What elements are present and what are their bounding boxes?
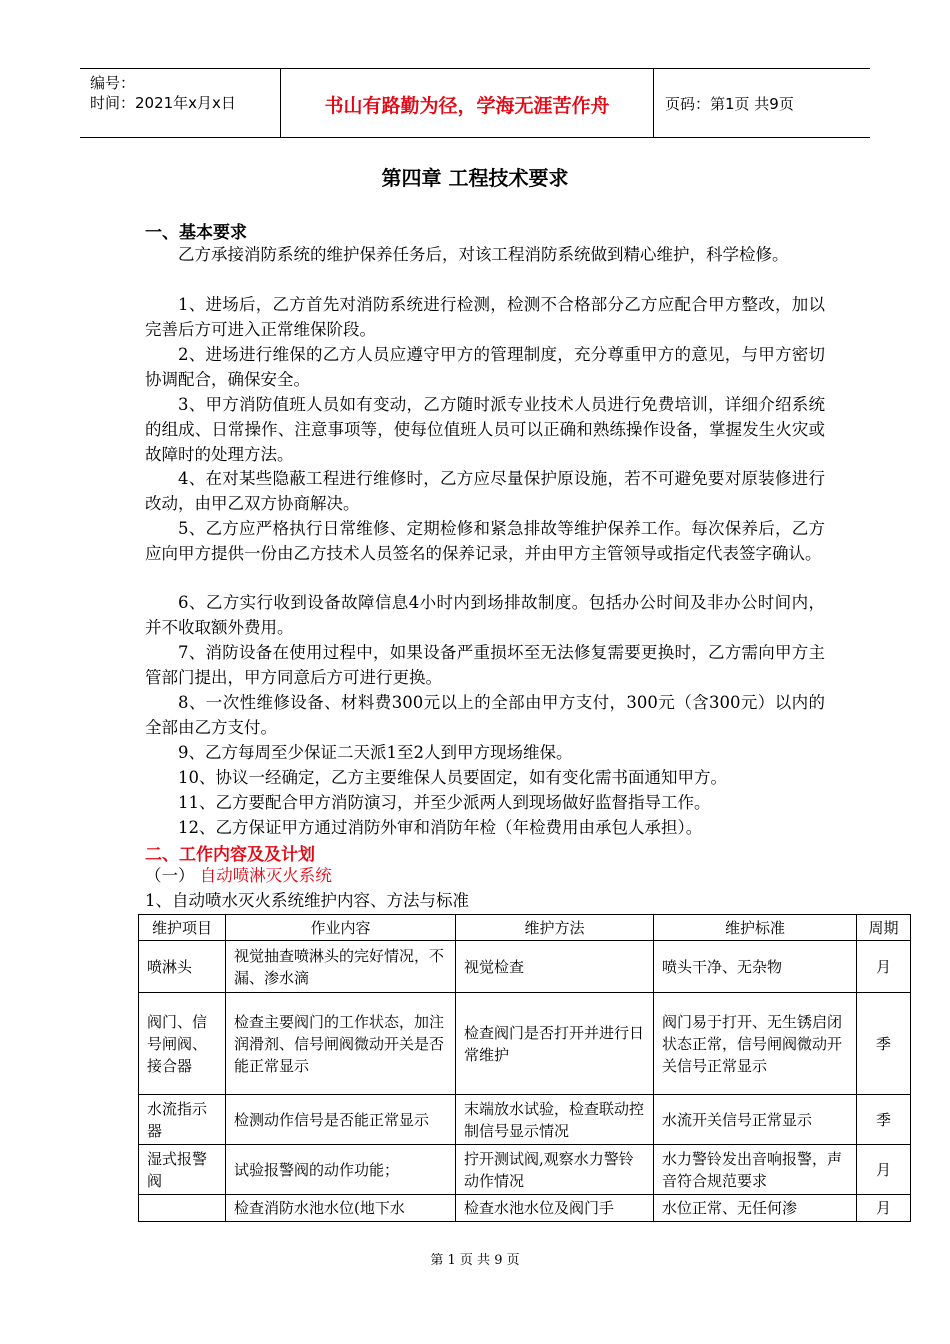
- header-meta: [90, 73, 236, 113]
- header-divider: [653, 69, 654, 137]
- section-heading-basic: 一、基本要求: [145, 223, 247, 243]
- table-header-cell: 作业内容: [226, 915, 456, 941]
- requirement-item: 11、乙方要配合甲方消防演习，并至少派两人到现场做好监督指导工作。: [178, 793, 711, 812]
- section-intro: 乙方承接消防系统的维护保养任务后，对该工程消防系统做到精心维护，科学检修。: [178, 245, 789, 264]
- table-cell: 水位正常、无任何渗: [654, 1195, 857, 1222]
- table-cell: 水流指示器: [139, 1095, 226, 1145]
- table-cell: 季: [857, 993, 911, 1095]
- table-cell: 月: [857, 941, 911, 993]
- table-cell: 检查消防水池水位(地下水: [226, 1195, 456, 1222]
- subsection-prefix: （一）: [145, 866, 195, 885]
- subsection-heading: [145, 863, 332, 888]
- table-caption: 1、自动喷水灭火系统维护内容、方法与标准: [145, 891, 469, 910]
- doc-number-label: 编号：: [90, 74, 136, 92]
- table-cell: 试验报警阀的动作功能；: [226, 1145, 456, 1195]
- table-cell: 喷头干净、无杂物: [654, 941, 857, 993]
- table-cell: 阀门、信号闸阀、接合器: [139, 993, 226, 1095]
- subsection-title: 自动喷淋灭火系统: [199, 866, 332, 885]
- table-cell: 检查阀门是否打开并进行日常维护: [456, 993, 654, 1095]
- table-cell: 视觉抽查喷淋头的完好情况，不漏、渗水滴: [226, 941, 456, 993]
- table-cell: 喷淋头: [139, 941, 226, 993]
- requirement-item: 12、乙方保证甲方通过消防外审和消防年检（年检费用由承包人承担）。: [178, 818, 703, 837]
- requirement-item: 9、乙方每周至少保证二天派1至2人到甲方现场维保。: [178, 743, 573, 762]
- table-cell: 末端放水试验，检查联动控制信号显示情况: [456, 1095, 654, 1145]
- doc-date-label: 时间：2021年x月x日: [90, 94, 236, 112]
- header-motto: 书山有路勤为径，学海无涯苦作舟: [324, 95, 610, 117]
- table-cell: 季: [857, 1095, 911, 1145]
- table-cell: 视觉检查: [456, 941, 654, 993]
- table-cell: 检查主要阀门的工作状态，加注润滑剂、信号闸阀微动开关是否能正常显示: [226, 993, 456, 1095]
- section-heading-work: 二、工作内容及及计划: [145, 845, 315, 865]
- requirement-item: 10、协议一经确定，乙方主要维保人员要固定，如有变化需书面通知甲方。: [178, 768, 727, 787]
- table-cell: 拧开测试阀,观察水力警铃动作情况: [456, 1145, 654, 1195]
- table-header-cell: 周期: [857, 915, 911, 941]
- table-header-cell: 维护方法: [456, 915, 654, 941]
- page-header: [80, 68, 870, 138]
- requirement-item: 2、进场进行维保的乙方人员应遵守甲方的管理制度，充分尊重甲方的意见，与甲方密切协调配合，确保安全。: [145, 345, 825, 389]
- header-divider: [280, 69, 281, 137]
- requirement-item: 4、在对某些隐蔽工程进行维修时，乙方应尽量保护原设施，若不可避免要对原装修进行改动，由甲乙双方协商解决。: [145, 469, 825, 513]
- table-header-row: [139, 915, 911, 941]
- header-page-label: 页码：第1页 共9页: [665, 95, 794, 113]
- table-row: [139, 1195, 911, 1222]
- requirement-item: 1、进场后，乙方首先对消防系统进行检测，检测不合格部分乙方应配合甲方整改，加以完善后方可进入正常维保阶段。: [145, 295, 825, 339]
- table-cell: 湿式报警阀: [139, 1145, 226, 1195]
- requirement-item: 5、乙方应严格执行日常维修、定期检修和紧急排故等维护保养工作。每次保养后，乙方应向甲方提供一份由乙方技术人员签名的保养记录，并由甲方主管领导或指定代表签字确认。: [145, 519, 825, 563]
- table-cell: 阀门易于打开、无生锈启闭状态正常，信号闸阀微动开关信号正常显示: [654, 993, 857, 1095]
- table-row: [139, 1095, 911, 1145]
- table-header-cell: 维护项目: [139, 915, 226, 941]
- page-footer: 第 1 页 共 9 页: [430, 1253, 520, 1268]
- table-row: [139, 1145, 911, 1195]
- table-cell: [139, 1195, 226, 1222]
- chapter-title: 第四章 工程技术要求: [381, 166, 569, 190]
- table-cell: 检测动作信号是否能正常显示: [226, 1095, 456, 1145]
- table-cell: 水力警铃发出音响报警，声音符合规范要求: [654, 1145, 857, 1195]
- table-row: [139, 993, 911, 1095]
- requirement-item: 6、乙方实行收到设备故障信息4小时内到场排故制度。包括办公时间及非办公时间内，并不收取额外费用。: [145, 593, 825, 637]
- requirement-item: 8、一次性维修设备、材料费300元以上的全部由甲方支付，300元（含300元）以内的全部由乙方支付。: [145, 693, 825, 737]
- table-cell: 水流开关信号正常显示: [654, 1095, 857, 1145]
- table-cell: 月: [857, 1145, 911, 1195]
- table-row: [139, 941, 911, 993]
- requirement-item: 7、消防设备在使用过程中，如果设备严重损坏至无法修复需要更换时，乙方需向甲方主管部门提出，甲方同意后方可进行更换。: [145, 643, 825, 687]
- table-cell: 月: [857, 1195, 911, 1222]
- requirement-item: 3、甲方消防值班人员如有变动，乙方随时派专业技术人员进行免费培训，详细介绍系统的组成、日常操作、注意事项等，使每位值班人员可以正确和熟练操作设备，掌握发生火灾或故障时的处理方法。: [145, 395, 825, 464]
- maintenance-table: [138, 914, 911, 1222]
- table-cell: 检查水池水位及阀门手: [456, 1195, 654, 1222]
- table-header-cell: 维护标准: [654, 915, 857, 941]
